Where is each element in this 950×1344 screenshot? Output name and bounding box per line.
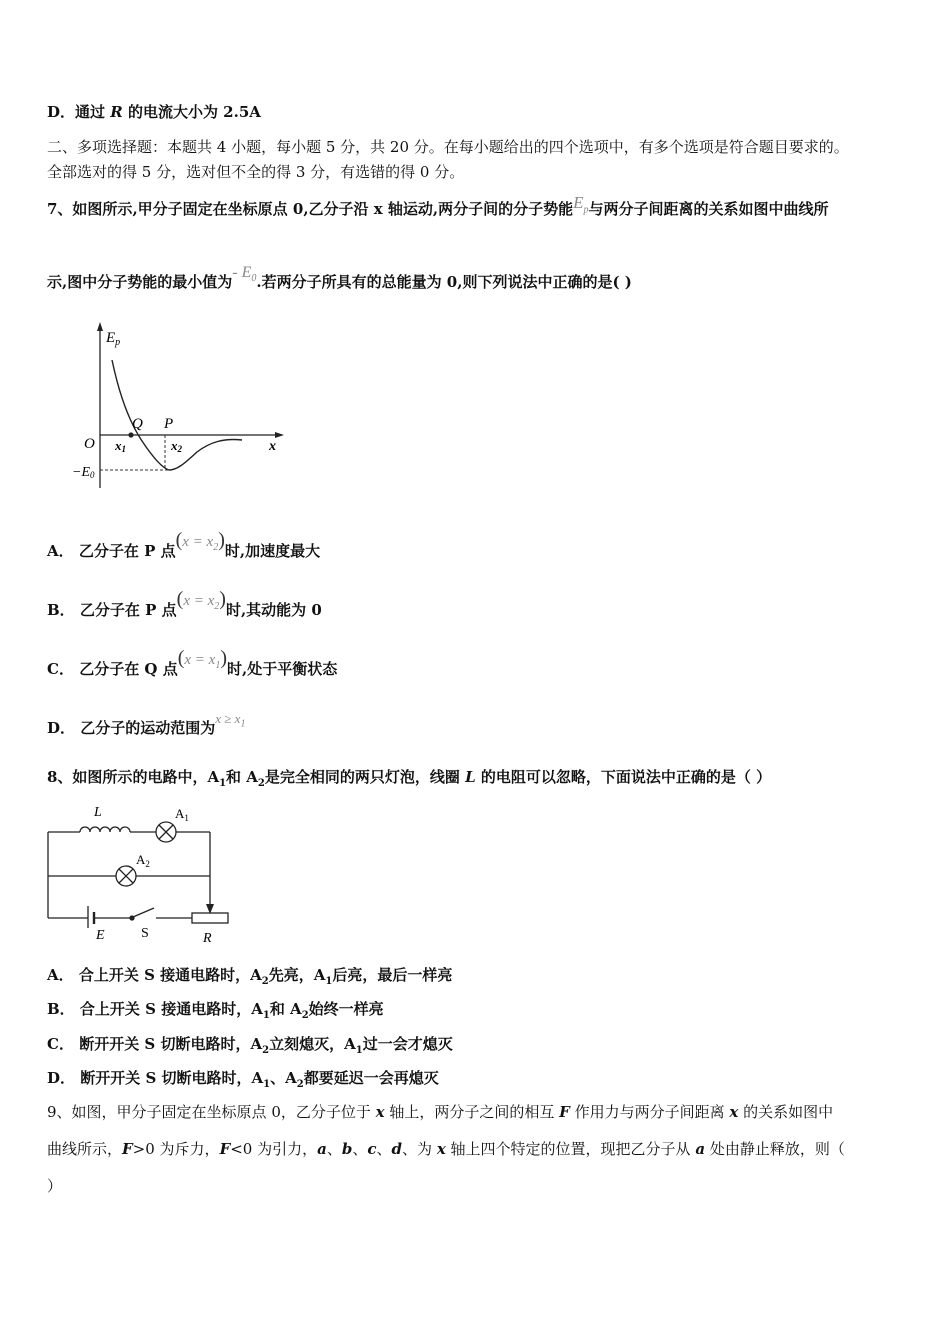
- x1-label: x1: [115, 438, 126, 454]
- ep-symbol: $E_p$: [573, 193, 589, 216]
- option-label: A．: [47, 542, 74, 560]
- switch-lever: [133, 908, 154, 917]
- q-label: Q: [132, 416, 143, 432]
- q7-text: 示,图中分子势能的最小值为: [47, 273, 233, 291]
- x2-label: x2: [171, 438, 182, 454]
- q7-stem-line1: [47, 193, 829, 226]
- neg-e0-label: −E0: [72, 465, 95, 480]
- q9-stem-line1: 9、如图，甲分子固定在坐标原点 0，乙分子位于 x 轴上，两分子之间的相互 F 作用力与两分子间距离 x 的关系如图中: [47, 1103, 834, 1121]
- inductor-coil: [80, 827, 130, 832]
- q8-option-a: A． 合上开关 S 接通电路时，$A_2$先亮，$A_1$后亮，最后一样亮: [47, 966, 453, 987]
- option-text: 乙分子在 Q 点: [79, 660, 178, 678]
- rheostat: [192, 913, 228, 923]
- q8-option-b: B． 合上开关 S 接通电路时，$A_1$和 $A_2$始终一样亮: [47, 1000, 384, 1021]
- q7-option-d: [47, 711, 246, 745]
- coil-symbol: L: [465, 768, 476, 786]
- label-r: R: [203, 931, 212, 946]
- option-text: 的电流大小为 2.5A: [122, 103, 261, 121]
- q7-stem-line2: [47, 264, 632, 299]
- q8-option-d: D． 断开开关 S 切断电路时，$A_1$、$A_2$都要延迟一会再熄灭: [47, 1069, 439, 1090]
- q7-option-b: [47, 588, 322, 627]
- q9-stem-line2: 曲线所示，F>0 为斥力，F<0 为引力，a、b、c、d、为 x 轴上四个特定的位置，现把乙分子从 a 处由静止释放，则（: [47, 1140, 845, 1158]
- resistor-symbol: R: [110, 103, 123, 121]
- point-q: [128, 432, 133, 437]
- origin-label: O: [84, 436, 95, 452]
- x-axis-label: x: [269, 439, 276, 454]
- option-label: D．: [47, 1069, 76, 1087]
- label-e: E: [96, 928, 105, 943]
- potential-energy-graph: [72, 318, 287, 490]
- q7-text: .若两分子所具有的总能量为 0,则下列说法中正确的是( ): [256, 273, 632, 291]
- option-text: 乙分子在 P 点: [78, 542, 176, 560]
- option-text: 时,加速度最大: [224, 542, 321, 560]
- option-text: 时,处于平衡状态: [226, 660, 338, 678]
- section-header-line2: 全部选对的得 5 分，选对但不全的得 3 分，有选错的得 0 分。: [47, 163, 465, 181]
- label-a1: $A_1$: [175, 806, 189, 823]
- option-text: 时,其动能为 0: [225, 601, 322, 619]
- circuit-diagram: [44, 800, 244, 950]
- option-text: 乙分子在 P 点: [79, 601, 177, 619]
- q7-option-a: [47, 529, 321, 568]
- q7-text: 与两分子间距离的关系如图中曲线所: [588, 200, 829, 218]
- neg-e0-symbol: - $E_0$: [232, 264, 257, 285]
- prev-option-d: [47, 102, 261, 122]
- q7-text: 7、如图所示,甲分子固定在坐标原点 0,乙分子沿 x 轴运动,两分子间的分子势能: [47, 200, 574, 218]
- option-label: B．: [47, 601, 75, 619]
- option-math: $(x = x_2)$: [176, 588, 226, 612]
- q8-option-c: C． 断开开关 S 切断电路时，$A_2$立刻熄灭，$A_1$过一会才熄灭: [47, 1035, 453, 1056]
- option-label: D．: [47, 103, 76, 121]
- label-s: S: [141, 926, 149, 941]
- y-axis-label: $E_p$: [106, 330, 121, 348]
- q7-option-c: [47, 647, 338, 686]
- option-label: B．: [47, 1000, 75, 1018]
- q9-stem-line3: ）: [47, 1177, 63, 1195]
- x-axis-arrow: [275, 432, 284, 438]
- option-text: 通过: [75, 103, 111, 121]
- option-label: A．: [47, 966, 74, 984]
- option-math: $x \ge x_1$: [215, 711, 246, 730]
- option-math: $(x = x_2)$: [175, 529, 225, 553]
- option-label: C．: [47, 660, 74, 678]
- p-label: P: [164, 416, 174, 432]
- q8-stem: 8、如图所示的电路中，$A_1$和 $A_2$是完全相同的两只灯泡，线圈 L 的电阻可以忽略，下面说法中正确的是（ ）: [47, 768, 772, 789]
- y-axis-arrow: [97, 322, 103, 331]
- option-text: 乙分子的运动范围为: [80, 719, 216, 737]
- label-l: L: [94, 805, 102, 820]
- option-label: C．: [47, 1035, 74, 1053]
- option-label: D．: [47, 719, 76, 737]
- option-math: $(x = x_1)$: [177, 647, 227, 671]
- section-header-line1: 二、多项选择题：本题共 4 小题，每小题 5 分，共 20 分。在每小题给出的四个选项中，有多个选项是符合题目要求的。: [47, 138, 849, 156]
- label-a2: $A_2$: [136, 852, 150, 869]
